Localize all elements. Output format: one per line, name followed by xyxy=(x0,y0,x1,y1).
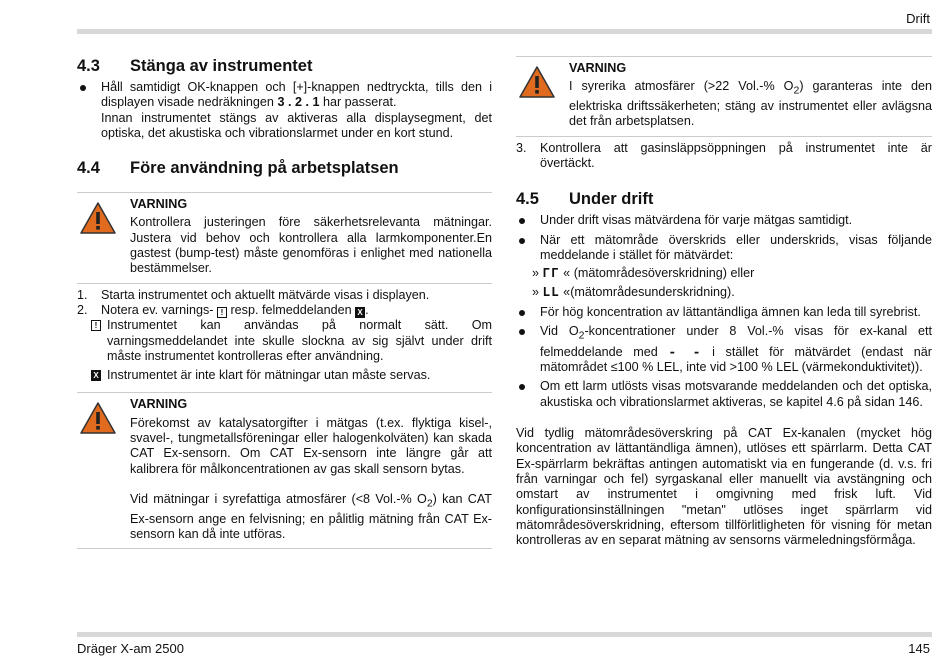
bullet-turn-off: Håll samtidigt OK-knappen och [+]-knappen nedtryckta, tills den i displayen visade nedräkningen 3 . 2 . 1 har passerat. Innan instrumentet stängs av aktiveras alla displaysegment, det optiska, det akustiska och vibrationslarmet under en kort stund. xyxy=(77,80,492,141)
warning-triangle-icon xyxy=(518,65,556,99)
warning-title: VARNING xyxy=(569,61,627,75)
step-3: 3. Kontrollera att gasinsläppsöppningen på instrumentet inte är övertäckt. xyxy=(516,140,932,170)
heading-4-5: 4.5 Under drift xyxy=(516,190,654,209)
range-over-glyph: ΓΓ xyxy=(542,265,560,281)
sub-warning-note: ! Instrumentet kan användas på normalt sätt. Om varningsmeddelandet inte skulle slockna av sig självt under drift måste instrumentet kontrolleras efter användning. xyxy=(77,318,492,364)
paragraph-lock-alarm: Vid tydlig mätområdesöverskring på CAT Ex-kanalen (mycket hög koncentration av lättantändliga ämnen), utlöses ett spärrlarm. Detta CAT Ex-spärrlarm bekräftas antingen automatiskt via en fungerande (d. v.s. fri från varningar och fel) syrgaskanal eller manuellt via avstängning och omstart av instrumentet i omgivning med frisk luft. Vid konfigurationsinställningen "metan" utlöses inget spärrlarm vid mätområdesöverskridning, eftersom tillförlitligheten för visning för metan kontrolleras av en separat mätning av sensorns värmeledningsförmåga. xyxy=(516,426,932,548)
header-rule xyxy=(77,29,932,34)
sub-error-note: X Instrumentet är inte klart för mätningar utan måste servas. xyxy=(77,368,492,383)
warning-box-2 xyxy=(77,392,492,549)
heading-4-3: 4.3 Stänga av instrumentet xyxy=(77,57,313,75)
bullet-oxygen-deficit: För hög koncentration av lättantändliga ämnen kan leda till syrebrist. xyxy=(516,305,932,320)
range-over-line: » ΓΓ « (mätområdesöverskridning) eller xyxy=(532,265,755,281)
right-column xyxy=(516,56,932,548)
x-box-icon: X xyxy=(355,307,365,318)
step-1: 1. Starta instrumentet och aktuellt mätvärde visas i displayen. xyxy=(77,287,430,302)
step-2: 2. Notera ev. varnings- ! resp. felmeddelanden X . xyxy=(77,302,369,317)
range-under-glyph: LL xyxy=(542,284,560,300)
bullet-values: Under drift visas mätvärdena för varje mätgas samtidigt. xyxy=(516,213,932,228)
warning-triangle-icon xyxy=(79,201,117,235)
range-under-line: » LL «(mätområdesunderskridning). xyxy=(532,284,735,300)
warning-triangle-icon xyxy=(79,401,117,435)
x-box-icon: X xyxy=(91,370,101,381)
error-dashes-glyph: - - xyxy=(668,343,702,359)
warning-title: VARNING xyxy=(130,197,188,212)
exclamation-box-icon: ! xyxy=(91,320,101,331)
bullet-range: När ett mätområde överskrids eller underskrids, visas följande meddelande i stället för mätvärdet: xyxy=(516,233,932,264)
page-number: 145 xyxy=(908,641,930,656)
footer-product: Dräger X-am 2500 xyxy=(77,641,184,656)
running-header: Drift xyxy=(906,11,930,26)
warning-text-oxygen-high: I syrerika atmosfärer (>22 Vol.-% $O_2$) garanteras inte den elektriska driftssäkerheten; stäng av instrumentet eller avlägsna det från arbetsplatsen. xyxy=(569,79,932,129)
footer-rule xyxy=(77,632,932,637)
left-column xyxy=(77,56,492,549)
warning-text-oxygen-low: Vid mätningar i syrefattiga atmosfärer (<8 Vol.-% $O_2$) kan CAT Ex-sensorn ange en felvisning; en pålitlig mätning från CAT Ex-sensorn kan då inte utföras. xyxy=(130,491,492,542)
bullet-o2-concentration: Vid $O_2$-koncentrationer under 8 Vol.-% visas för ex-kanal ett felmeddelande med - - i stället för mätvärdet (endast när mätområdet ≤100 % LEL, inte vid >100 % LEL (värmekonduktivitet)). xyxy=(516,324,932,375)
warning-box-3 xyxy=(516,56,932,137)
warning-box-1 xyxy=(77,192,492,283)
warning-text-catalyst: Förekomst av katalysatorgifter i mätgas (t.ex. flyktiga kisel-, svavel-, tungmetallsföreningar eller halogenkolväten) kan skada CAT Ex-sensorn. Om CAT Ex-sensorn inte längre går att kalibrera för målkoncentrationen av gas skall sensorn bytas. xyxy=(130,415,492,476)
bullet-alarm: Om ett larm utlösts visas motsvarande meddelanden och det optiska, akustiska och vibrationslarmet aktiveras, se kapitel 4.6 på sidan 146. xyxy=(516,379,932,410)
warning-title: VARNING xyxy=(130,397,188,412)
exclamation-box-icon: ! xyxy=(217,307,227,318)
heading-4-4: 4.4 Före användning på arbetsplatsen xyxy=(77,159,399,178)
warning-text: Kontrollera justeringen före säkerhetsrelevanta mätningar. Justera vid behov och kontrollera alla larmkomponenter.En gastest (bump-test) måste genomföras i enlighet med nationella bestämmelser. xyxy=(130,215,492,276)
